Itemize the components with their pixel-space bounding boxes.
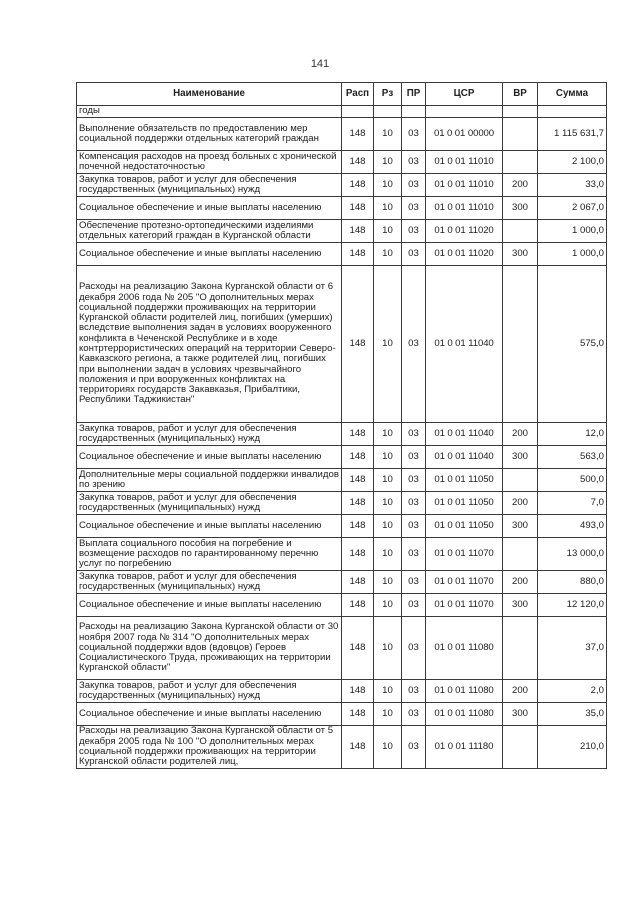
cell-pr: 03: [402, 118, 426, 151]
cell-rasp: 148: [342, 118, 374, 151]
cell-sum: 12 120,0: [538, 594, 607, 617]
table-row: [77, 423, 607, 446]
cell-csr: 01 0 01 11070: [426, 538, 503, 571]
cell-vr: 200: [503, 680, 538, 703]
cell-rasp: 148: [342, 243, 374, 266]
cell-csr: 01 0 01 11020: [426, 220, 503, 243]
cell-sum: 880,0: [538, 571, 607, 594]
cell-rasp: 148: [342, 726, 374, 769]
table-row: [77, 515, 607, 538]
cell-sum: 13 000,0: [538, 538, 607, 571]
cell-rasp: [342, 106, 374, 118]
table-row: [77, 703, 607, 726]
cell-sum: 2 100,0: [538, 151, 607, 174]
cell-name: Социальное обеспечение и иные выплаты населению: [77, 446, 342, 469]
cell-pr: 03: [402, 174, 426, 197]
cell-pr: 03: [402, 492, 426, 515]
cell-sum: 37,0: [538, 617, 607, 680]
cell-rasp: 148: [342, 446, 374, 469]
cell-name: Закупка товаров, работ и услуг для обеспечения государственных (муниципальных) нужд: [77, 492, 342, 515]
cell-rasp: 148: [342, 266, 374, 423]
cell-sum: 575,0: [538, 266, 607, 423]
cell-rz: [374, 106, 402, 118]
cell-csr: 01 0 01 11050: [426, 492, 503, 515]
cell-pr: 03: [402, 197, 426, 220]
cell-pr: 03: [402, 243, 426, 266]
cell-csr: 01 0 01 11180: [426, 726, 503, 769]
table-header-row: [77, 83, 607, 106]
table-row: [77, 118, 607, 151]
cell-rz: 10: [374, 538, 402, 571]
cell-name: Компенсация расходов на проезд больных с хронической почечной недостаточностью: [77, 151, 342, 174]
cell-rz: 10: [374, 571, 402, 594]
cell-rz: 10: [374, 726, 402, 769]
cell-pr: 03: [402, 220, 426, 243]
cell-rasp: 148: [342, 469, 374, 492]
cell-rasp: 148: [342, 571, 374, 594]
cell-vr: 200: [503, 423, 538, 446]
cell-pr: 03: [402, 515, 426, 538]
header-rasp: Расп: [342, 83, 374, 106]
cell-csr: 01 0 01 11080: [426, 703, 503, 726]
cell-sum: 33,0: [538, 174, 607, 197]
cell-rz: 10: [374, 197, 402, 220]
table-row: [77, 106, 607, 118]
cell-sum: 2,0: [538, 680, 607, 703]
cell-rz: 10: [374, 469, 402, 492]
cell-name: Социальное обеспечение и иные выплаты населению: [77, 703, 342, 726]
cell-sum: 210,0: [538, 726, 607, 769]
cell-rz: 10: [374, 243, 402, 266]
cell-rasp: 148: [342, 220, 374, 243]
header-sum: Сумма: [538, 83, 607, 106]
cell-sum: 1 115 631,7: [538, 118, 607, 151]
table-row: [77, 726, 607, 769]
cell-pr: 03: [402, 617, 426, 680]
cell-vr: [503, 469, 538, 492]
cell-rasp: 148: [342, 174, 374, 197]
cell-name: Расходы на реализацию Закона Курганской области от 6 декабря 2006 года № 205 "О дополнительных мерах социальной поддержки проживающих на территории Курганской области родителей лиц, погибших (умерших) вследствие выполнения задач в условиях вооруженного конфликта в Чеченской Республике и в ходе контртеррористических операций на территории Северо-Кавказского региона, а также родителей лиц, погибших при выполнении задач в условиях чрезвычайного положения и при вооруженных конфликтах на территориях государств Закавказья, Прибалтики, Республики Таджикистан": [77, 266, 342, 423]
cell-pr: 03: [402, 446, 426, 469]
cell-sum: 493,0: [538, 515, 607, 538]
cell-name: Социальное обеспечение и иные выплаты населению: [77, 515, 342, 538]
cell-sum: 7,0: [538, 492, 607, 515]
cell-vr: 300: [503, 197, 538, 220]
cell-rz: 10: [374, 594, 402, 617]
cell-vr: [503, 726, 538, 769]
cell-vr: [503, 617, 538, 680]
cell-name: Расходы на реализацию Закона Курганской области от 5 декабря 2005 года № 100 "О дополнительных мерах социальной поддержки проживающих на территории Курганской области родителей лиц,: [77, 726, 342, 769]
cell-csr: 01 0 01 11040: [426, 423, 503, 446]
cell-vr: [503, 220, 538, 243]
cell-sum: 500,0: [538, 469, 607, 492]
cell-csr: 01 0 01 11080: [426, 680, 503, 703]
cell-name: Дополнительные меры социальной поддержки инвалидов по зрению: [77, 469, 342, 492]
cell-vr: [503, 266, 538, 423]
cell-rasp: 148: [342, 703, 374, 726]
cell-pr: 03: [402, 151, 426, 174]
cell-csr: 01 0 01 11070: [426, 571, 503, 594]
header-pr: ПР: [402, 83, 426, 106]
header-vr: ВР: [503, 83, 538, 106]
cell-csr: 01 0 01 11050: [426, 469, 503, 492]
cell-rz: 10: [374, 446, 402, 469]
cell-vr: 300: [503, 243, 538, 266]
cell-rasp: 148: [342, 515, 374, 538]
cell-name: Обеспечение протезно-ортопедическими изделиями отдельных категорий граждан в Курганской области: [77, 220, 342, 243]
budget-table: [76, 82, 607, 769]
cell-name: Закупка товаров, работ и услуг для обеспечения государственных (муниципальных) нужд: [77, 423, 342, 446]
cell-name: Расходы на реализацию Закона Курганской области от 30 ноября 2007 года № 314 "О дополнительных мерах социальной поддержки вдов (вдовцов) Героев Социалистического Труда, проживающих на территории Курганской области": [77, 617, 342, 680]
table-row: [77, 220, 607, 243]
cell-vr: 300: [503, 515, 538, 538]
header-csr: ЦСР: [426, 83, 503, 106]
cell-name: годы: [77, 106, 342, 118]
table-row: [77, 492, 607, 515]
cell-vr: [503, 118, 538, 151]
table-row: [77, 680, 607, 703]
cell-csr: 01 0 01 11010: [426, 197, 503, 220]
cell-pr: 03: [402, 680, 426, 703]
cell-vr: [503, 538, 538, 571]
table-row: [77, 446, 607, 469]
cell-name: Закупка товаров, работ и услуг для обеспечения государственных (муниципальных) нужд: [77, 174, 342, 197]
table-row: [77, 538, 607, 571]
cell-sum: 12,0: [538, 423, 607, 446]
cell-name: Закупка товаров, работ и услуг для обеспечения государственных (муниципальных) нужд: [77, 680, 342, 703]
cell-pr: 03: [402, 571, 426, 594]
cell-pr: [402, 106, 426, 118]
table-row: [77, 266, 607, 423]
cell-sum: 35,0: [538, 703, 607, 726]
cell-rasp: 148: [342, 151, 374, 174]
cell-pr: 03: [402, 726, 426, 769]
cell-rz: 10: [374, 266, 402, 423]
cell-name: Социальное обеспечение и иные выплаты населению: [77, 243, 342, 266]
cell-csr: 01 0 01 00000: [426, 118, 503, 151]
cell-rz: 10: [374, 515, 402, 538]
table-row: [77, 571, 607, 594]
page-number: 141: [310, 58, 330, 70]
header-name: Наименование: [77, 83, 342, 106]
cell-rasp: 148: [342, 594, 374, 617]
cell-vr: 300: [503, 446, 538, 469]
cell-name: Социальное обеспечение и иные выплаты населению: [77, 594, 342, 617]
cell-vr: 200: [503, 492, 538, 515]
table-row: [77, 151, 607, 174]
table-row: [77, 197, 607, 220]
cell-vr: 300: [503, 703, 538, 726]
cell-name: Выполнение обязательств по предоставлению мер социальной поддержки отдельных категорий граждан: [77, 118, 342, 151]
cell-vr: [503, 106, 538, 118]
table-row: [77, 469, 607, 492]
cell-vr: 200: [503, 174, 538, 197]
cell-sum: [538, 106, 607, 118]
cell-pr: 03: [402, 703, 426, 726]
cell-rasp: 148: [342, 538, 374, 571]
cell-rasp: 148: [342, 680, 374, 703]
cell-sum: 1 000,0: [538, 243, 607, 266]
cell-rz: 10: [374, 492, 402, 515]
cell-csr: [426, 106, 503, 118]
cell-csr: 01 0 01 11050: [426, 515, 503, 538]
cell-pr: 03: [402, 538, 426, 571]
cell-pr: 03: [402, 469, 426, 492]
cell-vr: 200: [503, 571, 538, 594]
cell-rasp: 148: [342, 492, 374, 515]
cell-csr: 01 0 01 11070: [426, 594, 503, 617]
cell-rasp: 148: [342, 423, 374, 446]
cell-sum: 1 000,0: [538, 220, 607, 243]
cell-csr: 01 0 01 11040: [426, 446, 503, 469]
cell-rz: 10: [374, 174, 402, 197]
cell-rasp: 148: [342, 617, 374, 680]
table-row: [77, 594, 607, 617]
cell-rz: 10: [374, 680, 402, 703]
cell-pr: 03: [402, 423, 426, 446]
cell-rz: 10: [374, 703, 402, 726]
cell-csr: 01 0 01 11010: [426, 174, 503, 197]
cell-name: Закупка товаров, работ и услуг для обеспечения государственных (муниципальных) нужд: [77, 571, 342, 594]
cell-rz: 10: [374, 617, 402, 680]
cell-csr: 01 0 01 11010: [426, 151, 503, 174]
cell-rasp: 148: [342, 197, 374, 220]
cell-csr: 01 0 01 11040: [426, 266, 503, 423]
cell-sum: 563,0: [538, 446, 607, 469]
cell-rz: 10: [374, 118, 402, 151]
cell-name: Социальное обеспечение и иные выплаты населению: [77, 197, 342, 220]
cell-vr: [503, 151, 538, 174]
cell-name: Выплата социального пособия на погребение и возмещение расходов по гарантированному перечню услуг по погребению: [77, 538, 342, 571]
cell-sum: 2 067,0: [538, 197, 607, 220]
cell-pr: 03: [402, 594, 426, 617]
cell-rz: 10: [374, 220, 402, 243]
header-rz: Рз: [374, 83, 402, 106]
cell-rz: 10: [374, 151, 402, 174]
table-row: [77, 243, 607, 266]
table-row: [77, 174, 607, 197]
cell-rz: 10: [374, 423, 402, 446]
cell-csr: 01 0 01 11080: [426, 617, 503, 680]
cell-pr: 03: [402, 266, 426, 423]
table-row: [77, 617, 607, 680]
cell-vr: 300: [503, 594, 538, 617]
cell-csr: 01 0 01 11020: [426, 243, 503, 266]
